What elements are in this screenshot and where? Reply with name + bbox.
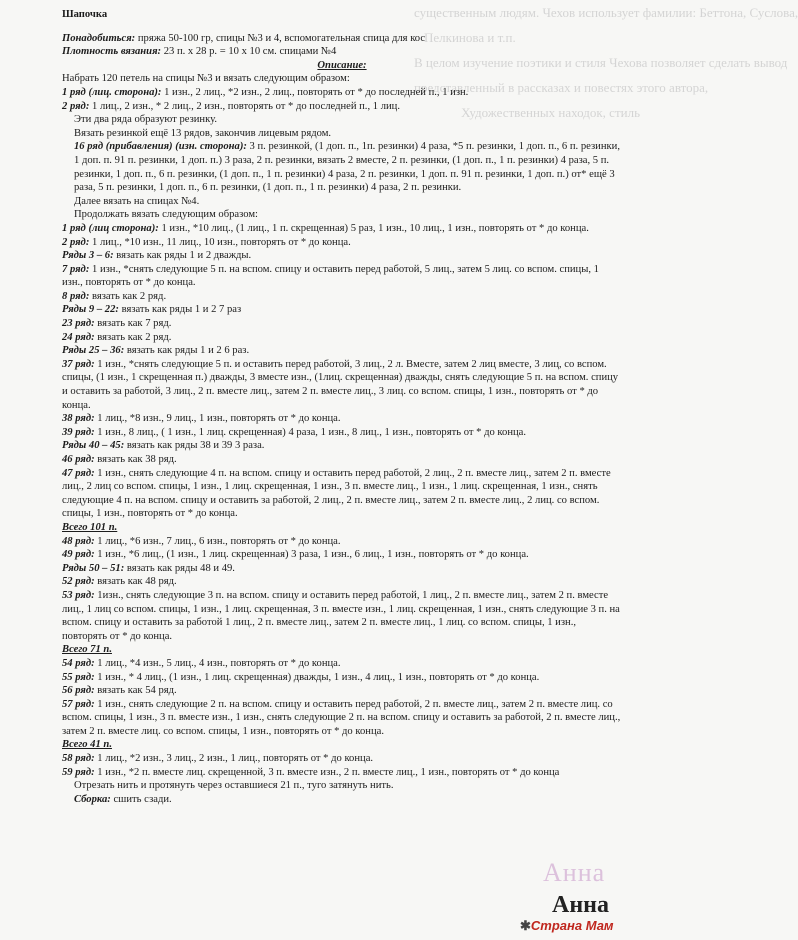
gauge-line: Плотность вязания: 23 п. х 28 р. = 10 х 10 см. спицами №4 [62,46,337,58]
pattern-row-1: 1 ряд (лиц сторона): 1 изн., *10 лиц., (1 лиц., 1 п. скрещенная) 5 раз, 1 изн., 10 лиц., 1 изн., повторять от * до конца. [62,222,589,234]
pattern-row-39: 39 ряд: 1 изн., 8 лиц., ( 1 изн., 1 лиц. скрещенная) 4 раза, 1 изн., 8 лиц., 1 изн., повторять от * до конца. [62,426,527,438]
pattern-row-55: 55 ряд: 1 изн., * 4 лиц., (1 изн., 1 лиц. скрещенная) дважды, 1 изн., 4 лиц., 1 изн., повторять от * до конца. [62,671,540,683]
watermark-name-dark: Анна [552,892,609,918]
pattern-row-47: 47 ряд: 1 изн., снять следующие 4 п. на вспом. спицу и оставить перед работой, 2 лиц., 2 п. вместе лиц., затем 2 п. вместе лиц., 2 лиц со вспом. спицы, 1 изн., 1 лиц. скрещенная, 1 изн., 3 п. вместе лиц., 1 изн., 1 лиц. скрещенная, 1 изн., снять следующие 4 п. на вспом. спицу и оставить за работой, 2 лиц., 2 п. вместе лиц., затем 2 п. вместе лиц., 2 лиц. со вспом. спицы, 1 изн., повторять от * до конца. [62,467,611,520]
pattern-row-8: 8 ряд: вязать как 2 ряд. [62,290,167,302]
document-title: Шапочка [62,9,108,20]
materials-line: Понадобиться: пряжа 50-100 гр, спицы №3 и 4, вспомогательная спица для кос [62,32,426,44]
cut-yarn-line: Отрезать нить и протянуть через оставшиеся 21 п., туго затянуть нить. [74,780,394,792]
pattern-row-38: 38 ряд: 1 лиц., *8 изн., 9 лиц., 1 изн., повторять от * до конца. [62,413,341,425]
pattern-row-58: 58 ряд: 1 лиц., *2 изн., 3 лиц., 2 изн., 1 лиц., повторять от * до конца. [62,753,374,765]
pattern-rows-40-45: Ряды 40 – 45: вязать как ряды 38 и 39 3 раза. [62,440,265,452]
pattern-row-23: 23 ряд: вязать как 7 ряд. [62,318,172,330]
pattern-row-7: 7 ряд: 1 изн., *снять следующие 5 п. на вспом. спицу и оставить перед работой, 5 лиц., затем 5 лиц. со вспом. спицы, 1 изн., повторять от * до конца. [62,263,599,289]
site-name: Страна Мам [530,918,614,933]
pattern-rows-50-51: Ряды 50 – 51: вязать как ряды 48 и 49. [62,562,235,574]
pattern-row-53: 53 ряд: 1изн., снять следующие 3 п. на вспом. спицу и оставить перед работой, 1 лиц., 2 п. вместе лиц., затем 2 п. вместе лиц., 1 лиц со вспом. спицы, 1 изн., 1 лиц. скрещенная, 3 п. вместе изн., 1 лиц. скрещенная, 1 изн., снять следующие 3 п. на вспом. спицу и оставить за работой 1 лиц., 2 п. вместе лиц., затем 2 п. вместе лиц., 1 лиц. со вспом. спицы, 1 изн., повторять от * до конца. [62,589,620,642]
pattern-rows-9-22: Ряды 9 – 22: вязать как ряды 1 и 2 7 раз [62,304,242,316]
needle-switch: Далее вязать на спицах №4. [74,195,200,207]
pattern-row-2: 2 ряд: 1 лиц., *10 изн., 11 лиц., 10 изн., повторять от * до конца. [62,236,351,248]
pattern-rows-25-36: Ряды 25 – 36: вязать как ряды 1 и 2 6 раз. [62,345,250,357]
document-page [62,8,622,806]
pattern-row-52: 52 ряд: вязать как 48 ряд. [62,576,177,588]
pattern-row-49: 49 ряд: 1 изн., *6 лиц., (1 изн., 1 лиц. скрещенная) 3 раза, 1 изн., 6 лиц., 1 изн., повторять от * до конца. [62,549,529,561]
row-2: 2 ряд: 1 лиц., 2 изн., * 2 лиц., 2 изн., повторять от * до последней п., 1 лиц. [62,100,400,112]
intro-line: Набрать 120 петель на спицы №3 и вязать следующим образом: [62,73,350,85]
description-heading: Описание: [317,59,367,71]
bleed-line: Пелкинова и т.п. [424,30,516,45]
bleed-line: представленный в рассказах и повестях этого автора, [414,80,709,95]
site-watermark [520,918,614,934]
site-logo-icon: ✱ [520,918,531,933]
rib-more: Вязать резинкой ещё 13 рядов, закончив лицевым рядом. [74,127,332,139]
assembly-line: Сборка: сшить сзади. [74,793,172,805]
bleed-line: В целом изучение поэтики и стиля Чехова позволяет сделать вывод [414,55,788,70]
pattern-row-57: 57 ряд: 1 изн., снять следующие 2 п. на вспом. спицу и оставить перед работой, 2 п. вместе лиц., затем 2 п. вместе лиц. со вспом. спицы, 1 изн., 3 п. вместе изн., 1 изн., снять следующие 2 п. на вспом. спицу и оставить за работой, 2 п. вместе лиц., затем 2 п. вместе лиц. со вспом. спицы, 1 изн., повторять от * до конца. [62,698,621,737]
row-1: 1 ряд (лиц. сторона): 1 изн., 2 лиц., *2 изн., 2 лиц., повторять от * до последней п., 1 изн. [62,86,469,98]
continue-line: Продолжать вязать следующим образом: [74,209,258,221]
pattern-row-37: 37 ряд: 1 изн., *снять следующие 5 п. и оставить перед работой, 3 лиц., 2 л. Вместе, затем 2 лиц вместе, 3 лиц, со вспом. спицы, (1 изн., 1 скрещенная п.) дважды, 3 вместе изн., (1лиц. скрещенная) дважды, снять следующие 5 п. на вспом. спицу и оставить за работой, 3 лиц., 2 п. вместе лиц., затем 2 п. вместе лиц., 3 лиц. со вспом. спицы, 1 изн., повторять от * до конца. [62,358,619,411]
total-101: Всего 101 п. [62,521,118,533]
row-16: 16 ряд (прибавления) (изн. сторона): 3 п. резинкой, (1 доп. п., 1п. резинки) 4 раза, *5 п. резинки, 1 доп. п., 6 п. резинки, 1 доп. п. 91 п. резинки, 1 доп. п.) 3 раза, 2 п. резинки, вязать 2 вместе, 2 п. резинки, (1 доп. п., 1 п. резинки) 4 раза, 5 п. резинки, 1 доп. п., 6 п. резинки, (1 доп. п., 1 п. резинки) 4 раза, 2 п. резинки, 1 доп. п. 91 п. резинки, 1 доп. п.) от* ещё 3 раза, 5 п. резинки, 1 доп. п., 6 п. резинки, (1 доп. п., 1 п. резинки) 4 раза, 2 п. резинки. [74,141,620,194]
pattern-row-24: 24 ряд: вязать как 2 ряд. [62,331,172,343]
total-41: Всего 41 п. [62,739,112,751]
pattern-row-56: 56 ряд: вязать как 54 ряд. [62,685,177,697]
bleed-line: Художественных находок, стиль [461,105,640,120]
rib-note: Эти два ряда образуют резинку. [74,114,217,126]
bleed-line: существенным людям. Чехов использует фамилии: Беттона, Суслова, [414,5,798,20]
watermark-name-light: Анна [543,858,606,887]
total-71: Всего 71 п. [62,644,112,656]
pattern-row-48: 48 ряд: 1 лиц., *6 изн., 7 лиц., 6 изн., повторять от * до конца. [62,535,341,547]
pattern-row-54: 54 ряд: 1 лиц., *4 изн., 5 лиц., 4 изн., повторять от * до конца. [62,657,341,669]
pattern-row-59: 59 ряд: 1 изн., *2 п. вместе лиц. скрещенной, 3 п. вместе изн., 2 п. вместе лиц., 1 изн., повторять от * до конца [62,766,560,778]
pattern-rows-3-6: Ряды 3 – 6: вязать как ряды 1 и 2 дважды. [62,250,252,262]
pattern-row-46: 46 ряд: вязать как 38 ряд. [62,454,177,465]
